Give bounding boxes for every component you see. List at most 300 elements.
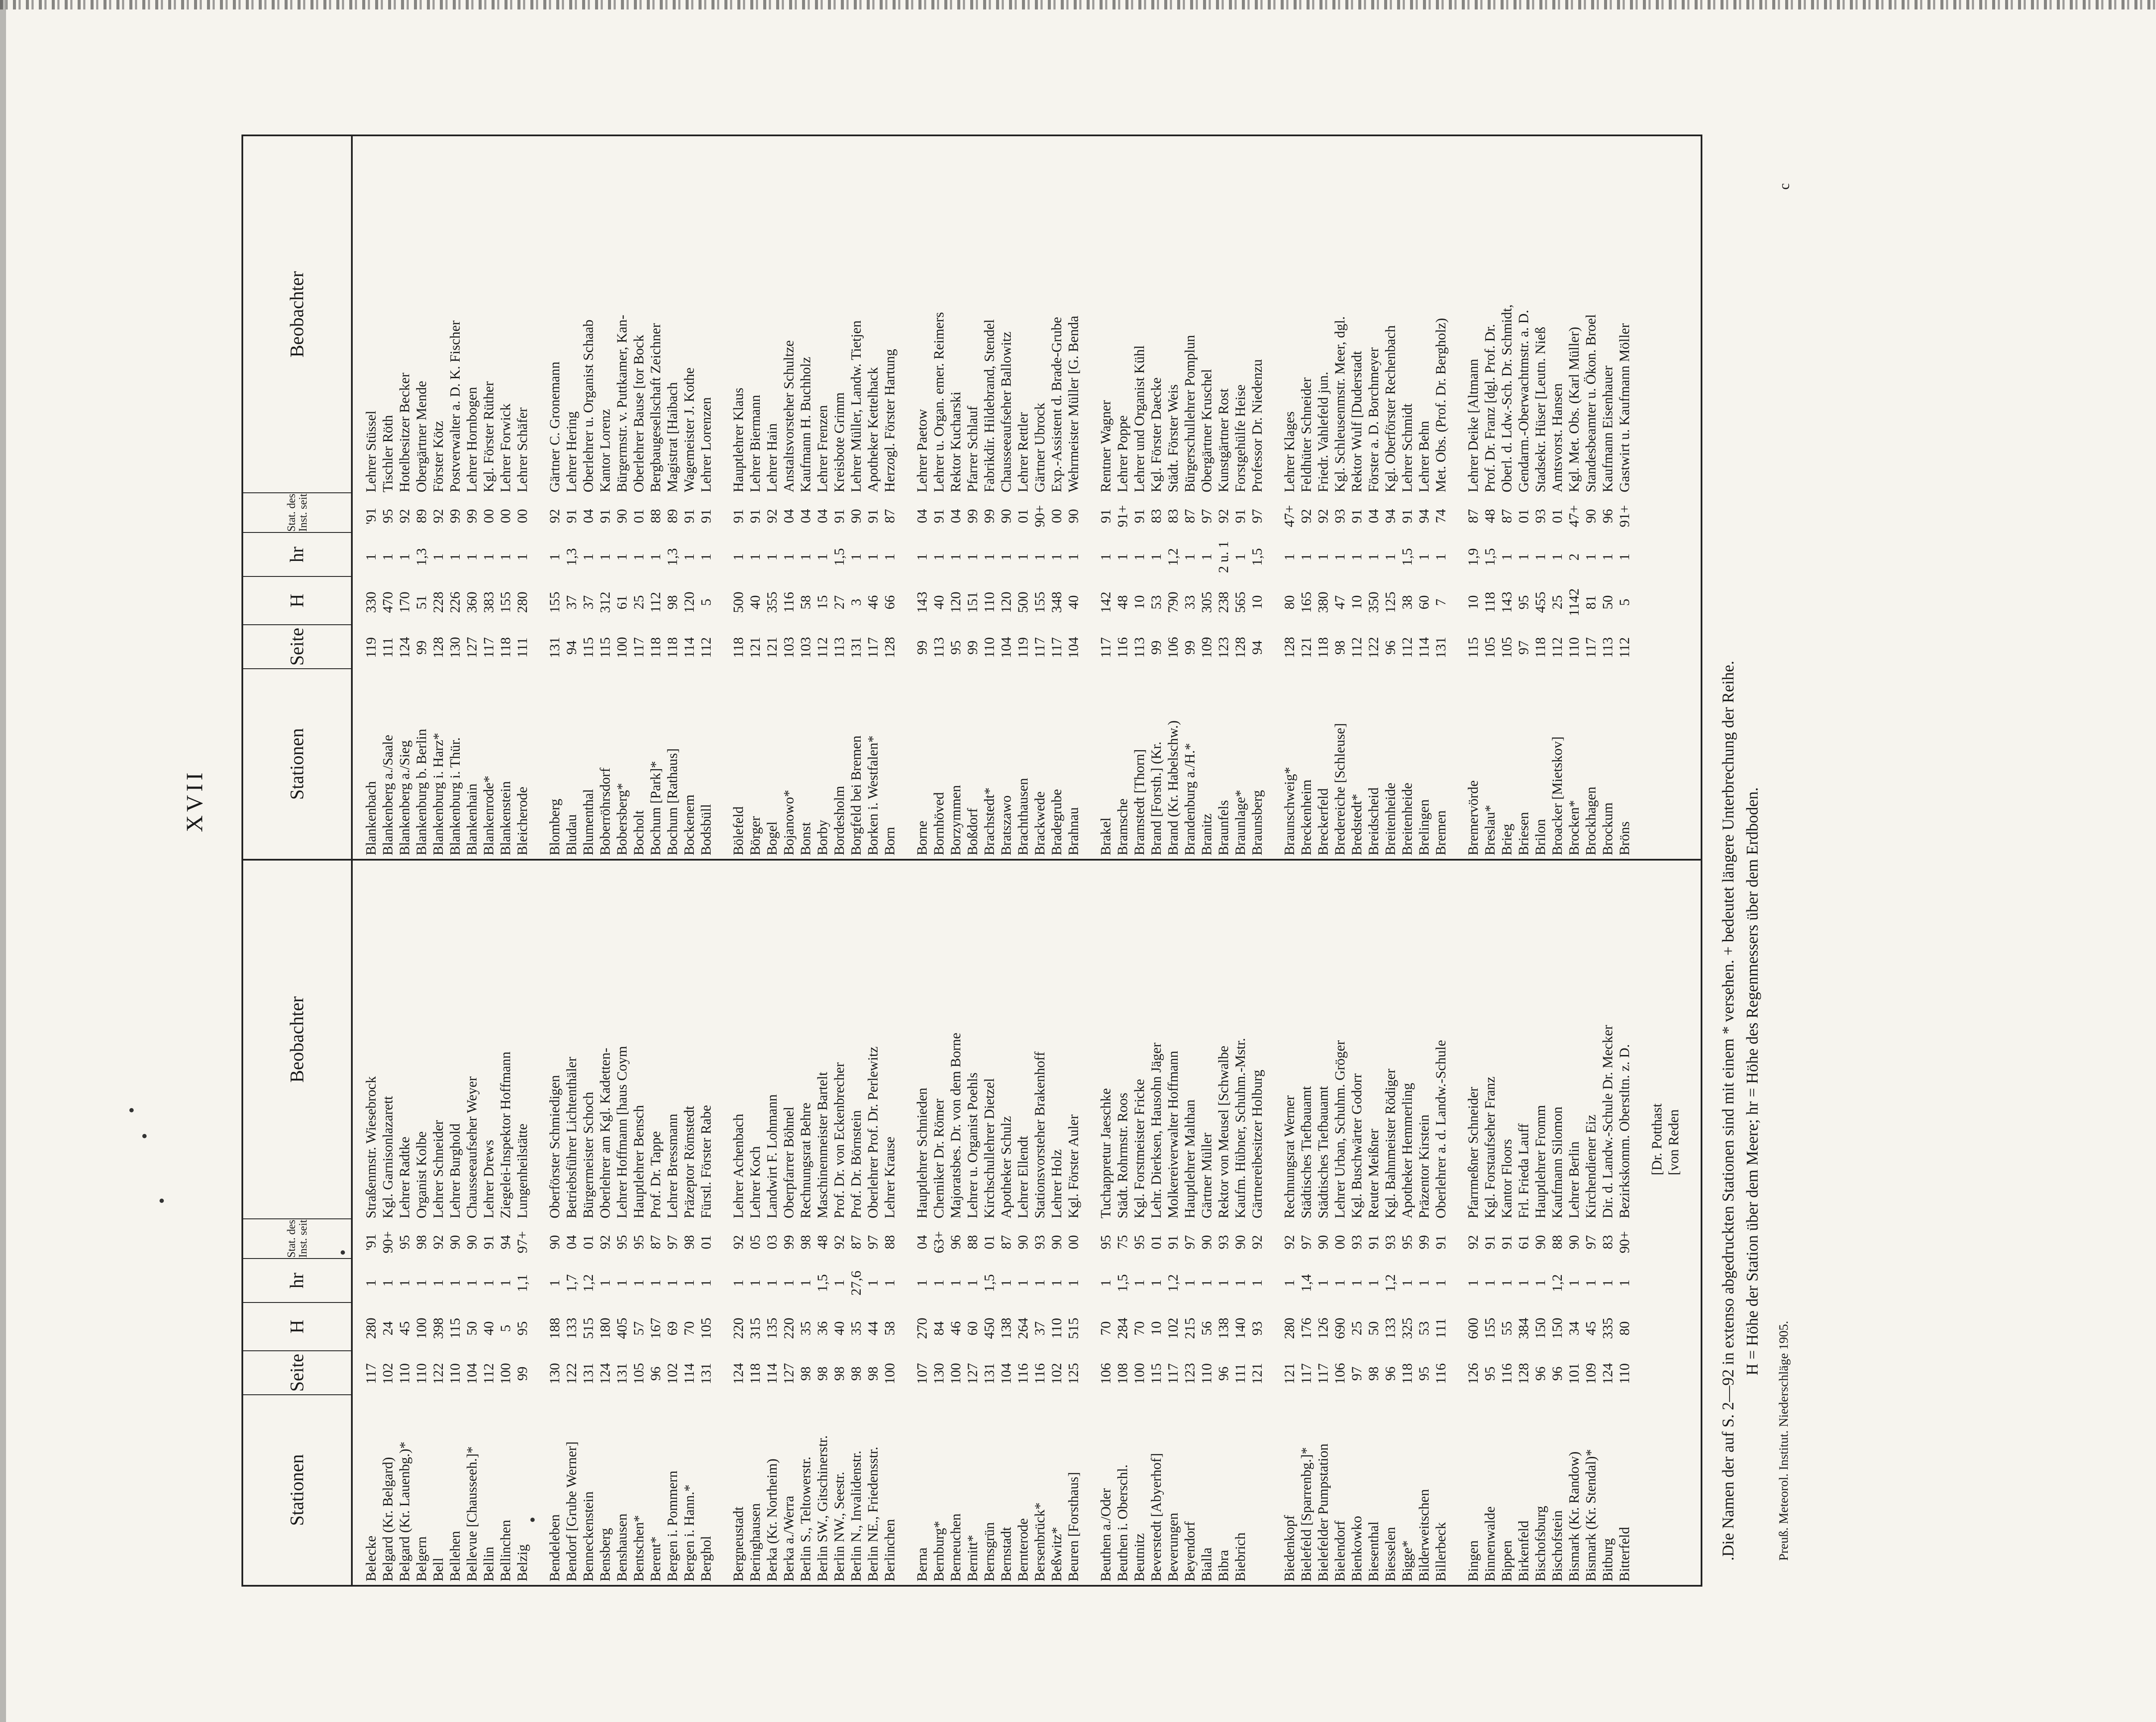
observer: Frl. Frieda Lauff	[1516, 1123, 1532, 1218]
height-hr: 1	[1282, 1279, 1297, 1287]
table-row	[1532, 861, 1549, 1585]
observer: Lehrer Radtke	[397, 1137, 413, 1218]
height-h: 35	[798, 1321, 814, 1336]
height-h: 111	[1433, 1318, 1449, 1339]
station-name: Brockum	[1600, 802, 1616, 855]
height-h: 264	[1015, 1318, 1031, 1339]
height-hr: 1,5	[832, 548, 847, 566]
height-h: 45	[397, 1321, 413, 1336]
observer: Chausseeaufseher Weyer	[464, 1076, 480, 1218]
page-ref: 104	[464, 1363, 480, 1384]
station-name: Bitterfeld	[1617, 1527, 1633, 1581]
since-year: 98	[414, 1235, 429, 1249]
since-year: 75	[1115, 1235, 1131, 1249]
observer: Lehrer Holz	[1049, 1149, 1065, 1218]
page-ref: 121	[748, 637, 763, 658]
height-h: 46	[865, 595, 881, 610]
since-year: 01	[1015, 509, 1031, 523]
height-hr: 1	[1332, 1279, 1348, 1287]
page-ref: 131	[699, 1363, 714, 1384]
station-name: Branitz	[1199, 813, 1215, 855]
footnote-line-1: .Die Namen der auf S. 2—92 in extenso abgedruckten Stationen sind mit einem * versehen. + bedeutet längere Unterbrechung der Reihe.	[1719, 661, 1737, 1561]
height-hr: 1	[1199, 553, 1215, 561]
observer: Lehrer Forwick	[498, 403, 514, 492]
height-h: 25	[631, 595, 647, 610]
page-ref: 117	[1049, 637, 1065, 658]
height-h: 35	[849, 1321, 864, 1336]
height-hr: 1,5	[982, 1274, 997, 1292]
height-h: 280	[1282, 1318, 1297, 1339]
table-row	[1049, 136, 1065, 859]
height-h: 270	[915, 1318, 930, 1339]
page-ref: 114	[682, 1363, 697, 1384]
station-name: Breidscheid	[1366, 787, 1382, 855]
page-ref: 113	[1132, 637, 1147, 658]
station-name: Berneuchen	[948, 1513, 964, 1581]
page-ref: 95	[948, 640, 964, 655]
station-name: Bochum [Park]*	[648, 761, 664, 855]
height-hr: 1	[547, 1279, 563, 1287]
station-name: Bell	[431, 1558, 446, 1581]
since-year: 90	[1199, 1235, 1215, 1249]
observer: Apotheker Hemmerling	[1400, 1083, 1415, 1218]
table-row	[1115, 861, 1131, 1585]
table-row	[981, 861, 998, 1585]
table-row	[965, 136, 981, 859]
table-row	[1382, 136, 1399, 859]
page-ref: 123	[1216, 637, 1232, 658]
height-h: 110	[982, 592, 997, 613]
height-h: 50	[1600, 595, 1616, 610]
since-year: 91	[865, 509, 881, 523]
page-ref: 118	[1316, 637, 1331, 658]
observer: Lehrer Hoffmann [haus Coym	[614, 1046, 630, 1218]
table-row	[498, 861, 514, 1585]
height-hr: 1,9	[1466, 548, 1481, 566]
observer: Kaufm. Hübner, Schuhm.-Mstr.	[1233, 1038, 1248, 1218]
height-h: 133	[1383, 1318, 1398, 1339]
spacer	[1666, 1180, 1683, 1585]
since-year: 90	[1533, 1235, 1548, 1249]
page-ref: 115	[1149, 1363, 1164, 1384]
since-year: 01	[631, 509, 647, 523]
height-h: 312	[598, 592, 613, 613]
height-h: 40	[748, 595, 763, 610]
height-hr: 1,5	[1400, 548, 1415, 566]
height-h: 58	[798, 595, 814, 610]
height-hr: 1	[547, 553, 563, 561]
page-ref: 114	[765, 1363, 780, 1384]
table-row	[414, 136, 430, 859]
page-ref: 124	[397, 637, 413, 658]
height-hr: 1	[1149, 553, 1164, 561]
station-name: Belecke	[364, 1535, 379, 1581]
since-year: 90	[1316, 1235, 1331, 1249]
station-name: Brand [Forsth.] (Kr.	[1149, 742, 1164, 855]
observer: Maschinenmeister Bartelt	[815, 1072, 830, 1218]
since-year: 47+	[1282, 505, 1297, 527]
since-year: 97	[1299, 1235, 1314, 1249]
height-h: 280	[515, 592, 530, 613]
since-year: 98	[798, 1235, 814, 1249]
station-name: Blumenthal	[581, 789, 596, 855]
height-h: 53	[1149, 595, 1164, 610]
since-year: 94	[1416, 509, 1432, 523]
station-name: Blankenberg a./Saale	[380, 735, 396, 855]
observer: Rektor Wulf [Duderstadt	[1349, 351, 1365, 492]
page-ref: 117	[1032, 637, 1048, 658]
since-year: 93	[1533, 509, 1548, 523]
height-hr: 1,2	[1166, 548, 1181, 566]
table-row	[430, 136, 447, 859]
station-name: Breitenheide	[1383, 783, 1398, 855]
page-ref: 96	[1550, 1366, 1565, 1381]
page-ref: 107	[915, 1363, 930, 1384]
table-row	[664, 136, 681, 859]
since-year: 92	[431, 509, 446, 523]
table-row	[730, 861, 747, 1585]
since-year: 91	[731, 509, 746, 523]
page-ref: 130	[448, 637, 463, 658]
observer: Kgl. Bahnmeister Rödiger	[1383, 1068, 1398, 1218]
page-ref: 106	[1098, 1363, 1114, 1384]
table-row	[1332, 861, 1349, 1585]
page-ref: 117	[1166, 1363, 1181, 1384]
page-ref: 114	[1416, 637, 1432, 658]
height-h: 25	[1550, 595, 1565, 610]
page-ref: 119	[1015, 637, 1031, 658]
observer: Lehrer u. Organist Poehls	[965, 1072, 981, 1218]
height-hr: 1,4	[1299, 1274, 1314, 1292]
height-hr: 1	[1499, 553, 1515, 561]
table-row	[1617, 861, 1633, 1585]
station-name: Bernsgrün	[982, 1522, 997, 1581]
page-ref: 117	[364, 1363, 379, 1384]
observer: Präzentor Kirstein	[1416, 1114, 1432, 1218]
observer-continuation	[1666, 861, 1683, 1585]
height-h: 120	[682, 592, 697, 613]
table-row	[1315, 136, 1332, 859]
page-ref: 127	[965, 1363, 981, 1384]
observer: Lehrer Paetow	[915, 409, 930, 492]
observer: Lehrer Berlin	[1567, 1141, 1582, 1218]
table-row	[948, 861, 965, 1585]
height-h: 38	[1400, 595, 1415, 610]
page-ref: 125	[1066, 1363, 1081, 1384]
station-name: Braunsberg	[1250, 790, 1265, 855]
observer: Städtisches Tiefbauamt	[1299, 1086, 1314, 1218]
table-row	[1216, 861, 1232, 1585]
height-h: 58	[882, 1321, 898, 1336]
table-row	[1249, 136, 1266, 859]
height-hr: 1	[699, 553, 714, 561]
station-table	[241, 135, 1702, 1587]
height-h: 102	[1166, 1318, 1181, 1339]
page-ref: 110	[1199, 1363, 1215, 1384]
height-h: 25	[1349, 1321, 1365, 1336]
height-h: 143	[1499, 592, 1515, 613]
page-ref: 106	[1166, 637, 1181, 658]
height-hr: 1	[1115, 553, 1131, 561]
height-h: 600	[1466, 1318, 1481, 1339]
height-hr: 1,5	[815, 1274, 830, 1292]
since-year: 04	[1366, 509, 1382, 523]
height-hr: 1	[380, 1279, 396, 1287]
observer: Postverwalter a. D. K. Fischer	[448, 320, 463, 492]
table-row	[397, 861, 414, 1585]
station-name: Breckerfeld	[1316, 788, 1331, 855]
observer-note: [Dr. Potthast	[1649, 1103, 1665, 1175]
height-h: 55	[1499, 1321, 1515, 1336]
page-edge-top	[0, 0, 2156, 9]
page-ref: 118	[648, 637, 664, 658]
page-ref: 130	[931, 1363, 947, 1384]
height-h: 70	[1098, 1321, 1114, 1336]
observer: Prof. Dr. Tappe	[648, 1131, 664, 1218]
height-h: 155	[1032, 592, 1048, 613]
height-h: 44	[865, 1321, 881, 1336]
since-year: 96	[1600, 509, 1616, 523]
observer: Lehrer Ellendt	[1015, 1136, 1031, 1218]
page-ref: 103	[781, 637, 797, 658]
page-ref: 112	[815, 637, 830, 658]
page-ref: 113	[1600, 637, 1616, 658]
since-year: 91	[481, 1235, 497, 1249]
observer: Kaufmann Silomon	[1550, 1106, 1565, 1218]
height-hr: 1	[1316, 553, 1331, 561]
table-row	[781, 136, 798, 859]
page-ref: 112	[1349, 637, 1365, 658]
table-row	[481, 136, 498, 859]
station-name: Bratszawo	[999, 795, 1014, 855]
since-year: 87	[1499, 509, 1515, 523]
since-year: 04	[948, 509, 964, 523]
table-row	[1131, 136, 1148, 859]
table-row	[363, 861, 380, 1585]
height-hr: 1	[798, 1279, 814, 1287]
observer: Prof. Dr. Franz [dgl. Prof. Dr.	[1482, 324, 1498, 492]
page-ref: 122	[431, 1363, 446, 1384]
height-h: 10	[1149, 1321, 1164, 1336]
observer: Lungenheilstätte	[515, 1124, 530, 1218]
height-hr: 1,5	[1115, 1274, 1131, 1292]
table-row	[1249, 861, 1266, 1585]
station-name: Bielefelder Pumpstation	[1316, 1443, 1331, 1581]
observer: Prof. Dr. Börnstein	[849, 1110, 864, 1218]
height-hr: 1	[1600, 1279, 1616, 1287]
observer: Rektor Kucharski	[948, 391, 964, 492]
page-ref: 104	[999, 1363, 1014, 1384]
station-name: Bielefeld [Sparrenbg.]*	[1299, 1447, 1314, 1581]
since-year: 91	[1233, 509, 1248, 523]
since-year: 97	[665, 1235, 680, 1249]
page-ref: 99	[915, 640, 930, 655]
table-row	[1382, 861, 1399, 1585]
height-h: 355	[765, 592, 780, 613]
observer: Rektor von Meusel [Schwalbe	[1216, 1046, 1232, 1218]
page-ref: 116	[1115, 637, 1131, 658]
height-h: 40	[931, 595, 947, 610]
station-name: Broacker [Mietskov]	[1550, 736, 1565, 855]
station-name: Boßdorf	[965, 808, 981, 855]
table-row	[380, 861, 397, 1585]
height-hr: 1	[1466, 1279, 1481, 1287]
table-row	[1298, 136, 1315, 859]
table-row	[464, 136, 481, 859]
table-row	[1216, 136, 1232, 859]
observer: Gärtner Müller	[1199, 1133, 1215, 1218]
station-name: Bremen	[1433, 810, 1449, 855]
station-name: Bischofstein	[1550, 1510, 1565, 1581]
height-hr: 1	[598, 1279, 613, 1287]
height-h: 80	[1617, 1321, 1633, 1336]
station-name: Belgard (Kr. Lauenbg.)*	[397, 1441, 413, 1581]
observer: Professor Dr. Niedenzu	[1250, 359, 1265, 492]
table-row	[948, 136, 965, 859]
observer: Rechnungsrat Behre	[798, 1102, 814, 1218]
observer: Lehrer Behn	[1416, 421, 1432, 492]
page-ref: 100	[882, 1363, 898, 1384]
table-row	[614, 861, 631, 1585]
height-hr: 1	[648, 553, 664, 561]
page-ref: 117	[1098, 637, 1114, 658]
station-name: Beßwitz*	[1049, 1527, 1065, 1581]
height-hr: 1	[731, 1279, 746, 1287]
header-h: H	[243, 577, 351, 625]
since-year: 91	[1400, 509, 1415, 523]
station-name: Biedenkopf	[1282, 1515, 1297, 1581]
height-hr: 1,7	[564, 1274, 580, 1292]
since-year: 01	[982, 1235, 997, 1249]
observer: Förster Kötz	[431, 421, 446, 492]
station-name: Bonst	[798, 822, 814, 855]
observer: Magistrat [Haibach	[665, 382, 680, 492]
station-name: Beuthen a./Oder	[1098, 1488, 1114, 1581]
station-name: Blankenburg b. Berlin	[414, 729, 429, 855]
observer: Dir. d. Landw.-Schule Dr. Mecker	[1600, 1025, 1616, 1218]
height-hr: 1	[1416, 1279, 1432, 1287]
since-year: 90	[614, 509, 630, 523]
height-hr: 1	[665, 1279, 680, 1287]
station-name: Bogel	[765, 821, 780, 855]
since-year: 91	[931, 509, 947, 523]
observer: Hauptlehrer Klaus	[731, 388, 746, 492]
station-name	[1249, 1395, 1266, 1585]
observer: Kgl. Schleusenmstr. Meer, dgl.	[1332, 316, 1348, 492]
station-group	[363, 861, 531, 1585]
table-row	[1015, 136, 1032, 859]
station-name: Braunlage*	[1233, 789, 1248, 855]
page-ref: 104	[999, 637, 1014, 658]
observer: Lehrer u. Organ. emer. Reimers	[931, 312, 947, 492]
observer: Lehrer Lorenzen	[699, 397, 714, 492]
page-ref: 131	[849, 637, 864, 658]
height-hr: 1	[464, 553, 480, 561]
height-hr: 1	[931, 1279, 947, 1287]
height-hr: 1	[1216, 1279, 1232, 1287]
height-h: 380	[1316, 592, 1331, 613]
height-hr: 1	[865, 1279, 881, 1287]
table-row	[380, 136, 397, 859]
observer: Pfarrer Schlauf	[965, 406, 981, 492]
station-name: Bernitt*	[965, 1534, 981, 1581]
height-h: 27	[832, 595, 847, 610]
height-hr: 1,2	[1383, 1274, 1398, 1292]
height-h: 61	[614, 595, 630, 610]
page-ref: 131	[982, 1363, 997, 1384]
observer: Lehrer Frenzen	[815, 405, 830, 492]
page-ref: 128	[882, 637, 898, 658]
since-year: 91	[1499, 1235, 1515, 1249]
height-h: 118	[1482, 592, 1498, 613]
height-hr: 1	[865, 553, 881, 561]
since-year: 63+	[931, 1231, 947, 1253]
table-row	[1182, 136, 1199, 859]
since-year: 87	[1466, 509, 1481, 523]
station-group	[914, 136, 1082, 859]
height-hr: 1	[1015, 553, 1031, 561]
table-row	[1416, 861, 1433, 1585]
station-group	[363, 136, 531, 859]
observer: Betriebsführer Lichtenthäler	[564, 1057, 580, 1218]
height-h: 40	[832, 1321, 847, 1336]
since-year: 04	[781, 509, 797, 523]
table-row	[1349, 861, 1366, 1585]
table-row	[1366, 861, 1382, 1585]
table-row	[1098, 861, 1115, 1585]
since-year: 91	[748, 509, 763, 523]
table-row	[464, 861, 481, 1585]
height-hr: 1	[849, 553, 864, 561]
station-name: Braunfels	[1216, 800, 1232, 855]
station-name: Bernstadt	[999, 1527, 1014, 1581]
height-hr: 1,2	[1550, 1274, 1565, 1292]
observer: Wagemeister J. Kothe	[682, 367, 697, 492]
since-year: 01	[1516, 509, 1532, 523]
height-h: 120	[999, 592, 1014, 613]
observer: Lehrer Schmidt	[1400, 403, 1415, 492]
page-ref: 118	[731, 637, 746, 658]
station-group	[914, 861, 1082, 1585]
page-ref: 121	[1282, 1363, 1297, 1384]
height-hr: 1	[481, 553, 497, 561]
table-row	[580, 861, 597, 1585]
height-hr: 1	[1066, 1279, 1081, 1287]
height-h: 398	[431, 1318, 446, 1339]
station-group	[1282, 861, 1450, 1585]
station-name: Bippen	[1499, 1540, 1515, 1581]
station-name: Brelingen	[1416, 799, 1432, 855]
height-hr: 1,1	[515, 1274, 530, 1292]
since-year: 96	[948, 1235, 964, 1249]
table-row	[1115, 136, 1131, 859]
station-name: Bismark (Kr. Randow)	[1567, 1451, 1582, 1581]
since-year: 87	[849, 1235, 864, 1249]
since-year: 92	[1466, 1235, 1481, 1249]
table-row	[865, 136, 882, 859]
height-hr: 1	[631, 1279, 647, 1287]
spacer	[1649, 1180, 1666, 1585]
height-h: 330	[364, 592, 379, 613]
observer: Organist Kolbe	[414, 1131, 429, 1218]
table-row	[931, 136, 948, 859]
since-year: 47+	[1567, 505, 1582, 527]
station-name: Beuren [Forsthaus]	[1066, 1472, 1081, 1581]
footnote-line-2: H = Höhe der Station über dem Meere; hr = Höhe des Regenmessers über dem Erdboden.	[1743, 787, 1761, 1375]
since-year: 90	[1015, 1235, 1031, 1249]
observer: Reuter Meißner	[1366, 1128, 1382, 1218]
station-name: Bensberg	[598, 1528, 613, 1581]
